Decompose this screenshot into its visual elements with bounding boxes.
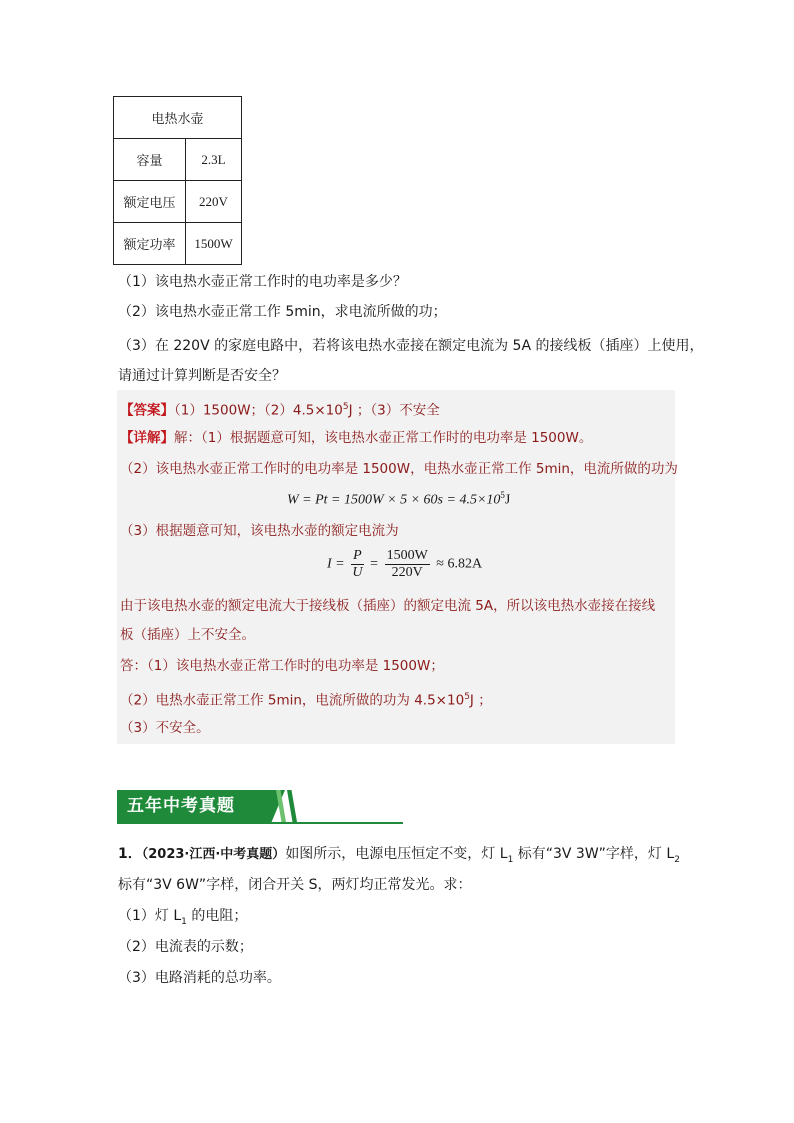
fraction-pu [351, 548, 364, 581]
current-formula [327, 548, 482, 581]
work-formula-text: W = Pt = 1500W × 5 × 60s = 4.5×10 [287, 492, 501, 508]
spec-table-title: 电热水壶 [114, 97, 242, 139]
work-formula [287, 490, 510, 509]
question-line: 请通过计算判断是否安全？ [118, 368, 286, 384]
problem-text: 如图所示，电源电压恒定不变，灯 L [285, 846, 508, 862]
spec-value: 220V [186, 181, 242, 223]
answer-line [120, 397, 440, 421]
section-banner-title: 五年中考真题 [127, 796, 235, 816]
problem-line1 [118, 844, 680, 870]
subscript: 1 [181, 916, 187, 927]
answer-tag: 【答案】 [120, 402, 174, 419]
final-answer-3: （3）不安全。 [120, 720, 210, 736]
current-eq: = [370, 556, 379, 572]
problem-q1-text: 的电阻； [186, 908, 248, 924]
final-answer-2 [120, 687, 492, 711]
work-formula-exp: 5 [500, 490, 505, 500]
fraction-numerator: 1500W [386, 548, 428, 563]
work-formula-unit: J [504, 492, 511, 508]
detail-line5: 板（插座）上不安全。 [120, 627, 255, 643]
problem-number: 1． [118, 846, 142, 862]
detail-line4: 由于该电热水壶的额定电流大于接线板（插座）的额定电流 5A，所以该电热水壶接在接线 [120, 598, 656, 614]
spec-table [113, 96, 242, 265]
problem-q1 [118, 906, 247, 932]
spec-value: 2.3L [186, 139, 242, 181]
answer-part2: J ；（3）不安全 [348, 402, 440, 419]
spec-value: 1500W [186, 223, 242, 265]
banner-stripe-icon [287, 790, 297, 822]
problem-text: 标有“3V 3W”字样，灯 L [513, 846, 675, 862]
spec-label: 额定功率 [114, 223, 186, 265]
problem-q1-text: （1）灯 L [118, 908, 182, 924]
question-line: （1）该电热水壶正常工作时的电功率是多少？ [118, 274, 407, 290]
detail-tag: 【详解】 [120, 430, 174, 446]
banner-underline [117, 822, 403, 824]
fraction-values [385, 548, 430, 581]
question-line: （2）该电热水壶正常工作 5min，求电流所做的功； [118, 304, 447, 320]
subscript: 2 [674, 854, 680, 865]
detail-line [120, 428, 592, 448]
problem-line2: 标有“3V 6W”字样，闭合开关 S，两灯均正常发光。求： [118, 877, 472, 893]
detail-line2: （2）该电热水壶正常工作时的电功率是 1500W，电热水壶正常工作 5min，电流所做的功为 [120, 461, 678, 477]
fraction-denominator: U [352, 565, 363, 580]
detail-line3: （3）根据题意可知，该电热水壶的额定电流为 [120, 523, 399, 539]
detail-line1: 解：（1）根据题意可知，该电热水壶正常工作时的电功率是 1500W。 [174, 430, 593, 446]
answer-exp: 5 [342, 402, 349, 412]
final-answer-2-unit: J ； [469, 692, 492, 709]
final-answer-2-text: （2）电热水壶正常工作 5min，电流所做的功为 4.5×10 [120, 692, 465, 709]
fraction-denominator: 220V [391, 565, 423, 580]
spec-label: 容量 [114, 139, 186, 181]
final-answer-2-exp: 5 [464, 692, 470, 702]
question-line: （3）在 220V 的家庭电路中，若将该电热水壶接在额定电流为 5A 的接线板（插座）上使用， [118, 338, 704, 354]
fraction-numerator: P [353, 548, 362, 563]
spec-label: 额定电压 [114, 181, 186, 223]
problem-q3: （3）电路消耗的总功率。 [118, 970, 281, 986]
final-answer-1: 答：（1）该电热水壶正常工作时的电功率是 1500W； [120, 658, 444, 674]
answer-part1: （1）1500W；（2）4.5×10 [174, 402, 343, 419]
problem-source: （2023·江西·中考真题） [141, 847, 286, 862]
problem-q2: （2）电流表的示数； [118, 939, 253, 955]
current-rhs: ≈ 6.82A [436, 556, 483, 572]
current-lhs: I = [327, 556, 345, 572]
subscript: 1 [507, 854, 514, 865]
